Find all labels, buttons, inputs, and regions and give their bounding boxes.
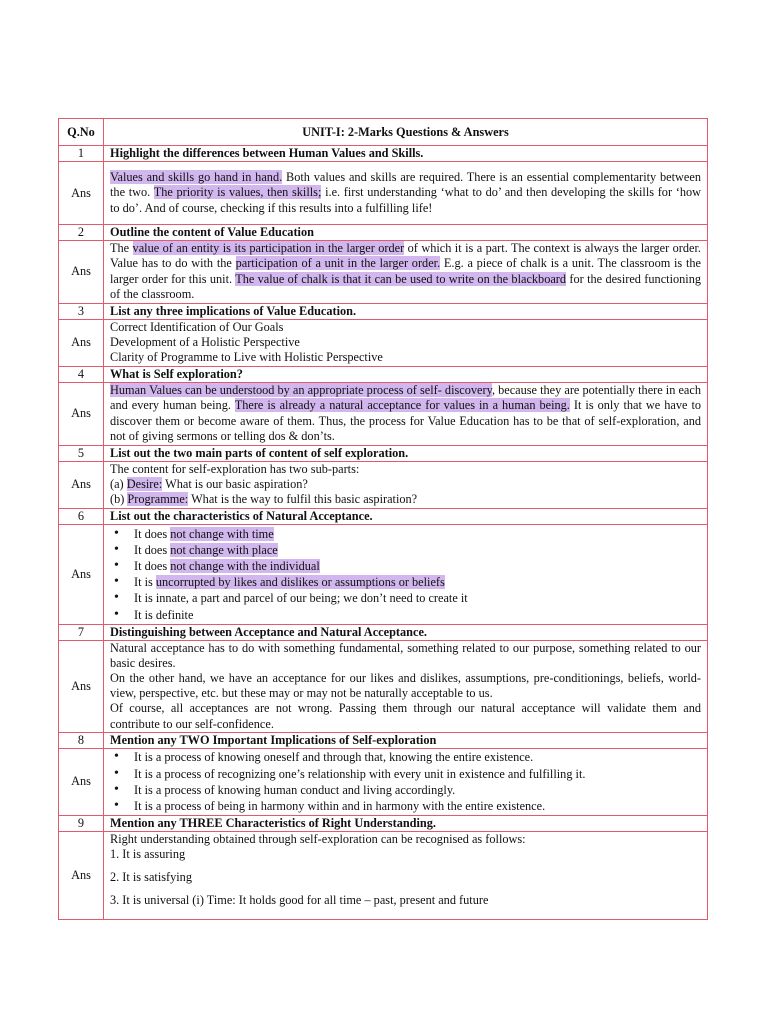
question-number: 1 bbox=[59, 146, 104, 162]
question-text: Mention any TWO Important Implications of Self-exploration bbox=[104, 732, 708, 748]
answer-row bbox=[59, 748, 708, 815]
highlight-span: Desire: bbox=[126, 477, 163, 492]
highlight-span: uncorrupted by likes and dislikes or assumptions or beliefs bbox=[155, 575, 445, 590]
list-item bbox=[130, 574, 701, 590]
highlight-span: value of an entity is its participation in the larger order bbox=[132, 241, 405, 255]
answer-text bbox=[104, 640, 708, 732]
text-span: (a) bbox=[110, 477, 127, 492]
answer-text bbox=[104, 319, 708, 366]
text-span: It does bbox=[134, 558, 171, 573]
ans-label: Ans bbox=[59, 319, 104, 366]
answer-row bbox=[59, 640, 708, 732]
list-item bbox=[130, 590, 701, 606]
highlight-span: There is already a natural acceptance for values in a human being. bbox=[234, 398, 570, 413]
text-span: Both values and skills are required. There is an essential complementarity between the two. bbox=[110, 169, 701, 200]
answer-row bbox=[59, 831, 708, 919]
text-span: What is our basic aspiration? bbox=[162, 477, 308, 492]
question-row bbox=[59, 303, 708, 319]
question-text: Distinguishing between Acceptance and Natural Acceptance. bbox=[104, 624, 708, 640]
question-number: 7 bbox=[59, 624, 104, 640]
answer-row bbox=[59, 461, 708, 508]
answer-text bbox=[104, 241, 708, 304]
highlight-span: The priority is values, then skills; bbox=[153, 185, 322, 200]
question-number: 4 bbox=[59, 366, 104, 382]
question-row bbox=[59, 624, 708, 640]
sub-part-desire bbox=[110, 477, 701, 492]
ans-label: Ans bbox=[59, 461, 104, 508]
text-span: (b) bbox=[110, 492, 128, 507]
highlight-span: not change with time bbox=[170, 526, 274, 541]
text-span: E.g. a piece of chalk is a unit. The classroom is the larger order for this unit. bbox=[110, 256, 701, 286]
highlight-span: not change with place bbox=[170, 542, 278, 557]
text-span: The bbox=[110, 241, 133, 255]
text-span: It is definite bbox=[134, 607, 194, 622]
question-number: 2 bbox=[59, 225, 104, 241]
question-number: 8 bbox=[59, 732, 104, 748]
list-item bbox=[130, 607, 701, 623]
list-item bbox=[130, 526, 701, 542]
highlight-span: not change with the individual bbox=[170, 558, 320, 573]
answer-paragraph: Of course, all acceptances are not wrong. Passing them through our natural acceptance will validate them and contribute to our self-confidence. bbox=[110, 701, 701, 731]
answer-line: The content for self-exploration has two sub-parts: bbox=[110, 462, 360, 477]
answer-text bbox=[104, 162, 708, 225]
text-span: It is innate, a part and parcel of our being; we don’t need to create it bbox=[134, 591, 468, 606]
text-span: , because they are potentially there in each and every human being. bbox=[110, 382, 701, 413]
qa-table bbox=[58, 118, 708, 920]
answer-line: Development of a Holistic Perspective bbox=[110, 335, 300, 350]
text-span: It is only that we have to discover them or become aware of them. Thus, the process for Value Education has to be that of self-exploration, and not of giving sermons or telling dos & don’ts. bbox=[110, 398, 702, 444]
highlight-span: Programme: bbox=[127, 492, 189, 507]
sub-part-programme bbox=[110, 492, 701, 507]
bullet-list bbox=[110, 526, 701, 623]
answer-row bbox=[59, 524, 708, 624]
question-text: List out the characteristics of Natural Acceptance. bbox=[104, 508, 708, 524]
question-row bbox=[59, 815, 708, 831]
answer-row bbox=[59, 382, 708, 445]
answer-paragraph: On the other hand, we have an acceptance for our likes and dislikes, assumptions, pre-conditionings, beliefs, world-view, perspective, etc. but these may or may not be naturally acceptable to us. bbox=[110, 671, 701, 701]
list-item: • It is a process of knowing oneself and through that, knowing the entire existence. bbox=[130, 749, 701, 765]
list-item bbox=[130, 558, 701, 574]
text-span: i.e. first understanding ‘what to do’ and then developing the skills for ‘how to do’. And of course, checking if this results into a fulfilling life! bbox=[110, 185, 702, 215]
question-text: List out the two main parts of content of self exploration. bbox=[104, 445, 708, 461]
question-row bbox=[59, 732, 708, 748]
question-row bbox=[59, 445, 708, 461]
text-span: It does bbox=[134, 542, 171, 557]
list-item: • It is a process of being in harmony within and in harmony with the entire existence. bbox=[130, 798, 701, 814]
question-row bbox=[59, 366, 708, 382]
text-span: What is the way to fulfil this basic aspiration? bbox=[188, 492, 418, 507]
ans-label: Ans bbox=[59, 831, 104, 919]
text-span: for the desired functioning of the classroom. bbox=[110, 271, 701, 302]
qa-document bbox=[58, 118, 708, 920]
highlight-span: The value of chalk is that it can be used to write on the blackboard bbox=[235, 271, 567, 286]
answer-line: 3. It is universal (i) Time: It holds good for all time – past, present and future bbox=[110, 892, 489, 907]
highlight-span: participation of a unit in the larger order. bbox=[235, 256, 441, 271]
answer-line: Right understanding obtained through self-exploration can be recognised as follows: bbox=[110, 831, 526, 846]
text-span: It is bbox=[134, 575, 156, 590]
list-item: • It is a process of knowing human conduct and living accordingly. bbox=[130, 782, 701, 798]
question-number: 3 bbox=[59, 303, 104, 319]
answer-row bbox=[59, 162, 708, 225]
ans-label: Ans bbox=[59, 382, 104, 445]
answer-paragraph: Natural acceptance has to do with something fundamental, something related to our purpose, something related to our basic desires. bbox=[110, 640, 701, 670]
question-text: Highlight the differences between Human Values and Skills. bbox=[104, 146, 708, 162]
answer-row bbox=[59, 319, 708, 366]
answer-text bbox=[104, 748, 708, 815]
ans-label: Ans bbox=[59, 640, 104, 732]
question-text: Mention any THREE Characteristics of Right Understanding. bbox=[104, 815, 708, 831]
question-text: What is Self exploration? bbox=[104, 366, 708, 382]
text-span: of which it is a part. The context is always the larger order. Value has to do with the bbox=[110, 241, 701, 271]
unit-title: UNIT-I: 2-Marks Questions & Answers bbox=[104, 119, 708, 146]
ans-label: Ans bbox=[59, 241, 104, 304]
question-text: List any three implications of Value Education. bbox=[104, 303, 708, 319]
list-item: • It is a process of recognizing one’s relationship with every unit in existence and fulfilling it. bbox=[130, 766, 701, 782]
bullet-list bbox=[110, 749, 701, 814]
answer-text bbox=[104, 831, 708, 919]
ans-label: Ans bbox=[59, 162, 104, 225]
answer-line: 1. It is assuring bbox=[110, 846, 186, 861]
answer-text bbox=[104, 382, 708, 445]
question-number: 9 bbox=[59, 815, 104, 831]
ans-label: Ans bbox=[59, 524, 104, 624]
question-row bbox=[59, 225, 708, 241]
answer-line: Clarity of Programme to Live with Holistic Perspective bbox=[110, 350, 383, 365]
question-number: 6 bbox=[59, 508, 104, 524]
highlight-span: Values and skills go hand in hand. bbox=[110, 169, 283, 184]
ans-label: Ans bbox=[59, 748, 104, 815]
answer-text bbox=[104, 524, 708, 624]
question-text: Outline the content of Value Education bbox=[104, 225, 708, 241]
table-header-row bbox=[59, 119, 708, 146]
answer-line: Correct Identification of Our Goals bbox=[110, 320, 284, 335]
answer-text bbox=[104, 461, 708, 508]
answer-line: 2. It is satisfying bbox=[110, 869, 192, 884]
question-row bbox=[59, 508, 708, 524]
question-row bbox=[59, 146, 708, 162]
question-number: 5 bbox=[59, 445, 104, 461]
answer-row bbox=[59, 241, 708, 304]
qno-header: Q.No bbox=[59, 119, 104, 146]
highlight-span: Human Values can be understood by an appropriate process of self- discovery bbox=[110, 382, 492, 397]
list-item bbox=[130, 542, 701, 558]
text-span: It does bbox=[134, 526, 171, 541]
